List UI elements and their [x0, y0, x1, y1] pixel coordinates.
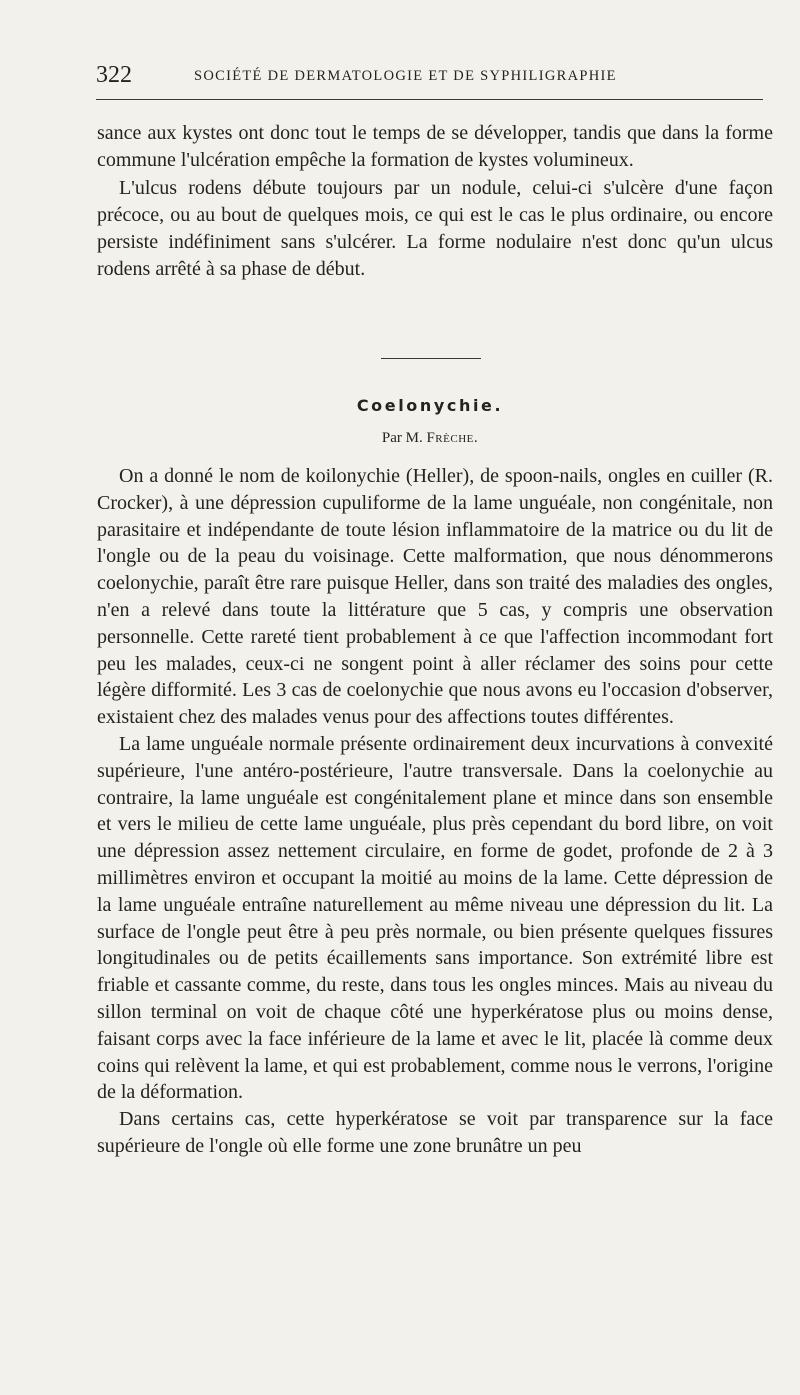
page-number: 322: [96, 62, 132, 88]
section-divider: [381, 358, 481, 359]
paragraph: Dans certains cas, cette hyperkératose se voit par transparence sur la face supérieure de l'ongle où elle forme une zone brunâtre un peu: [97, 1108, 773, 1157]
page-header: [96, 62, 763, 88]
section-title: Coelonychie.: [356, 396, 504, 415]
author-name: Frèche.: [426, 430, 479, 446]
header-rule: [96, 99, 763, 100]
body-text-after: [97, 463, 773, 1160]
author-prefix: Par M.: [381, 430, 423, 446]
section-author: [0, 428, 800, 448]
body-text-before: [97, 120, 773, 284]
paragraph: On a donné le nom de koilonychie (Heller), de spoon-nails, ongles en cuiller (R. Crocker), à une dépression cupuliforme de la lame unguéale, non congénitale, non parasitaire et indépendante de toute lésion inflammatoire de la matrice ou du lit de l'ongle ou de la peau du voisinage. Cette malformation, que nous dénommerons coelonychie, paraît être rare puisque Heller, dans son traité des maladies des ongles, n'en a relevé dans toute la littérature que 5 cas, y compris une observation personnelle. Cette rareté tient probablement à ce que l'affection incommodant fort peu les malades, ceux-ci ne songent point à aller réclamer des soins pour cette légère difformité. Les 3 cas de coelonychie que nous avons eu l'occasion d'observer, existaient chez des malades venus pour des affections toutes différentes.: [97, 465, 773, 729]
paragraph: La lame unguéale normale présente ordinairement deux incurvations à convexité supérieure, l'une antéro-postérieure, l'autre transversale. Dans la coelonychie au contraire, la lame unguéale est congénitalement plane et mince dans son ensemble et vers le milieu de cette lame unguéale, plus près cependant du bord libre, on voit une dépression assez nettement circulaire, en forme de godet, profonde de 2 à 3 millimètres environ et occupant la moitié au moins de la lame. Cette dépression de la lame unguéale entraîne naturellement au même niveau une dépression du lit. La surface de l'ongle peut être à peu près normale, ou bien présente quelques fissures longitudinales ou de petits écaillements sans importance. Son extrémité libre est friable et cassante comme, du reste, dans tous les ongles minces. Mais au niveau du sillon terminal on voit de chaque côté une hyperkératose plus ou moins dense, faisant corps avec la face inférieure de la lame et avec le lit, placée là comme deux coins qui relèvent la lame, et qui est probablement, comme nous le verrons, l'origine de la déformation.: [97, 732, 773, 1104]
paragraph: L'ulcus rodens débute toujours par un nodule, celui-ci s'ulcère d'une façon précoce, ou au bout de quelques mois, ce qui est le cas le plus ordinaire, ou encore persiste indéfiniment sans s'ulcérer. La forme nodulaire n'est donc qu'un ulcus rodens arrêté à sa phase de début.: [97, 176, 773, 281]
paragraph: sance aux kystes ont donc tout le temps de se développer, tandis que dans la forme commune l'ulcération empêche la formation de kystes volumineux.: [97, 122, 773, 172]
running-head: SOCIÉTÉ DE DERMATOLOGIE ET DE SYPHILIGRAPHIE: [194, 68, 617, 84]
